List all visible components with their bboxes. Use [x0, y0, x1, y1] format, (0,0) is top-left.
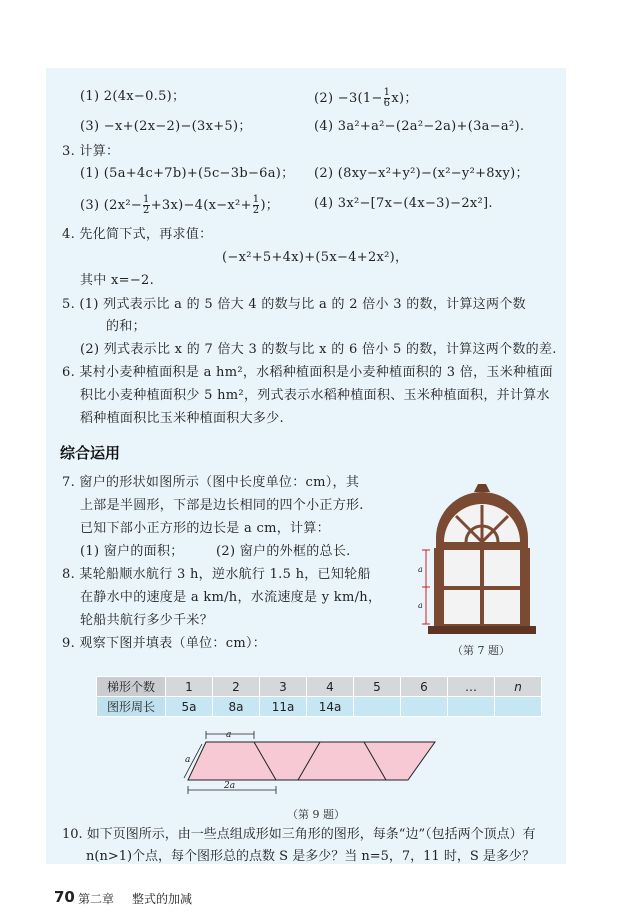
q3-item4: (4) 3x²−[7x−(4x−3)−2x²]. — [314, 196, 493, 211]
q7-line3: 已知下部小正方形的边长是 a cm，计算： — [80, 521, 330, 536]
q10-line1: 10. 如下页图所示，由一些点组成形如三角形的图形，每条“边”（包括两个顶点）有 — [62, 827, 536, 842]
table-row — [97, 677, 542, 697]
q4-label: 4. 先化简下式，再求值： — [62, 227, 213, 242]
q2-item3: (3) −x+(2x−2)−(3x+5)； — [80, 119, 252, 134]
table-cell — [448, 697, 495, 717]
q6-line3: 稻种植面积比玉米种植面积大多少. — [80, 411, 284, 426]
q9-line1: 9. 观察下图并填表（单位：cm）： — [62, 636, 267, 651]
q2-item4: (4) 3a²+a²−(2a²−2a)+(3a−a²). — [314, 119, 525, 134]
q6-line1: 6. 某村小麦种植面积是 a hm²，水稻种植面积是小麦种植面积的 3 倍，玉米种植面 — [62, 365, 553, 380]
q8-line2: 在静水中的速度是 a km/h，水流速度是 y km/h， — [80, 590, 382, 605]
footer-title: 整式的加减 — [132, 892, 193, 906]
table-cell: 1 — [166, 677, 213, 697]
q7-item2: (2) 窗户的外框的总长. — [216, 544, 351, 559]
perimeter-table — [96, 676, 542, 717]
table-row — [97, 697, 542, 717]
table-cell — [354, 697, 401, 717]
q3-item1: (1) (5a+4c+7b)+(5c−3b−6a)； — [80, 166, 295, 181]
q9-caption: （第 9 题） — [287, 808, 345, 821]
section-title: 综合运用 — [60, 444, 121, 462]
trap-bottom-label: 2a — [224, 781, 236, 791]
table-cell: 3 — [260, 677, 307, 697]
table-cell: 4 — [307, 677, 354, 697]
trap-top-label: a — [226, 730, 232, 740]
table-cell: n — [495, 677, 542, 697]
table-cell: 5a — [166, 697, 213, 717]
q10-line2: n(n>1)个点，每个图形总的点数 S 是多少？当 n=5，7，11 时，S 是多少？ — [86, 849, 535, 864]
q2-item1: (1) 2(4x−0.5)； — [80, 89, 186, 104]
q5-line3: (2) 列式表示比 x 的 7 倍大 3 的数与比 x 的 6 倍小 5 的数，计算这两个数的差. — [80, 342, 557, 357]
q7-caption: （第 7 题） — [452, 644, 510, 657]
table-cell: 6 — [401, 677, 448, 697]
q4-expression: (−x²+5+4x)+(5x−4+2x²)， — [222, 250, 409, 265]
window-figure — [416, 480, 536, 640]
q3-item3: (3) (2x²− $\frac{1}{2}$ +3x)−4(x−x²+ $\frac{1}{2}$ )； — [80, 194, 280, 216]
table-cell — [401, 697, 448, 717]
table-cell: 2 — [213, 677, 260, 697]
q6-line2: 积比小麦种植面积少 5 hm²，列式表示水稻种植面积、玉米种植面积，并计算水 — [80, 388, 550, 403]
table-cell: 5 — [354, 677, 401, 697]
q7-item1: (1) 窗户的面积； — [80, 544, 184, 559]
q4-condition: 其中 x=−2. — [80, 273, 155, 288]
window-dim-label-bottom: a — [418, 601, 423, 610]
q5-line1: 5. (1) 列式表示比 a 的 5 倍大 4 的数与比 a 的 2 倍小 3 的数，计算这两个数 — [62, 297, 526, 312]
table-row-label: 梯形个数 — [97, 677, 166, 697]
table-row-label: 图形周长 — [97, 697, 166, 717]
trap-side-label: a — [185, 755, 191, 765]
table-cell: 8a — [213, 697, 260, 717]
q7-line2: 上部是半圆形，下部是边长相同的四个小正方形. — [80, 498, 364, 513]
table-cell: … — [448, 677, 495, 697]
table-cell — [495, 697, 542, 717]
page-number: 70 — [54, 888, 75, 906]
q5-line2: 的和； — [106, 319, 146, 334]
q2-item2: (2) −3(1− $\frac{1}{6}$ x)； — [314, 87, 418, 109]
window-dim-label-top: a — [418, 565, 423, 574]
footer-chapter: 第二章 — [78, 892, 115, 906]
q3-item2: (2) (8xy−x²+y²)−(x²−y²+8xy)； — [314, 166, 529, 181]
trapezoid-figure — [180, 728, 450, 798]
q8-line3: 轮船共航行多少千米？ — [80, 613, 214, 628]
q3-label: 3. 计算： — [62, 144, 120, 159]
q7-line1: 7. 窗户的形状如图所示（图中长度单位：cm），其 — [62, 475, 360, 490]
table-cell: 11a — [260, 697, 307, 717]
table-cell: 14a — [307, 697, 354, 717]
q8-line1: 8. 某轮船顺水航行 3 h，逆水航行 1.5 h，已知轮船 — [62, 567, 371, 582]
